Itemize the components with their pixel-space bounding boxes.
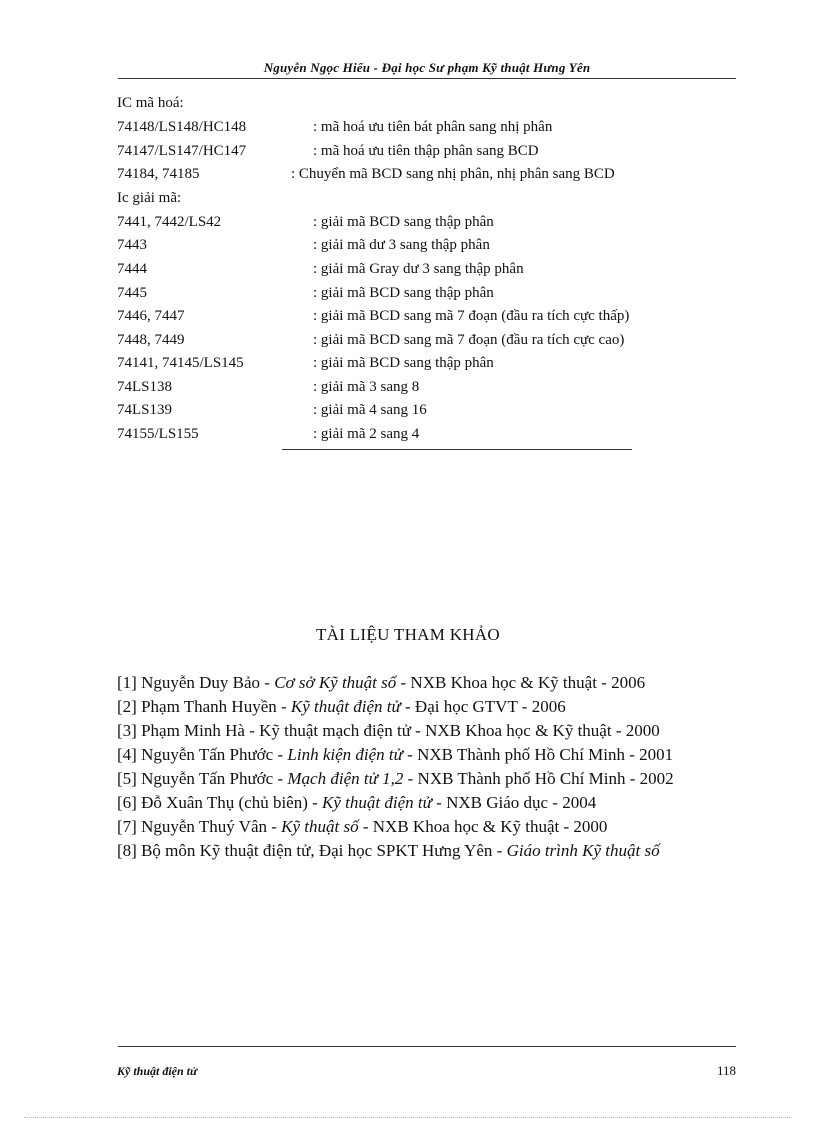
reference-item xyxy=(117,793,596,813)
ic-code: 74155/LS155 xyxy=(117,426,199,442)
ic-code: 74LS139 xyxy=(117,402,173,418)
section-rule xyxy=(282,449,632,450)
ic-desc: : giải mã BCD sang mã 7 đoạn (đầu ra tích cực cao) xyxy=(313,332,625,348)
ic-code: 74147/LS147/HC147 xyxy=(117,143,247,159)
ic-code: 74141, 74145/LS145 xyxy=(117,355,244,371)
reference-text: [2] Phạm Thanh Huyền - xyxy=(117,697,291,716)
ic-desc: : giải mã 3 sang 8 xyxy=(313,379,420,395)
references-title: TÀI LIỆU THAM KHẢO xyxy=(315,625,501,644)
ic-code: 7445 xyxy=(117,285,147,301)
reference-book-title: Kỹ thuật số xyxy=(281,817,359,836)
reference-item xyxy=(117,769,674,789)
ic-code: 7446, 7447 xyxy=(117,308,185,324)
footer-rule xyxy=(118,1046,736,1047)
reference-text: - NXB Giáo dục - 2004 xyxy=(431,793,597,812)
ic-desc: : giải mã 4 sang 16 xyxy=(313,402,427,418)
ic-code: Ic giải mã: xyxy=(117,190,182,206)
reference-text: - NXB Thành phố Hồ Chí Minh - 2002 xyxy=(403,769,674,788)
ic-line xyxy=(117,402,427,419)
ic-desc: : giải mã BCD sang mã 7 đoạn (đầu ra tích cực thấp) xyxy=(313,308,630,324)
ic-desc: : mã hoá ưu tiên bát phân sang nhị phân xyxy=(313,119,553,135)
reference-item xyxy=(117,697,566,717)
ic-desc: : giải mã BCD sang thập phân xyxy=(313,214,494,230)
reference-text: [1] Nguyễn Duy Bảo - xyxy=(117,673,275,692)
reference-text: - NXB Khoa học & Kỹ thuật - 2006 xyxy=(396,673,646,692)
ic-line xyxy=(117,119,553,136)
ic-code: 7448, 7449 xyxy=(117,332,185,348)
ic-line xyxy=(117,355,494,372)
ic-desc: : giải mã Gray dư 3 sang thập phân xyxy=(313,261,524,277)
ic-line xyxy=(117,214,494,231)
reference-text: [3] Phạm Minh Hà - Kỹ thuật mạch điện tử - NXB Khoa học & Kỹ thuật - 2000 xyxy=(117,721,660,740)
reference-book-title: Kỹ thuật điện tử xyxy=(322,793,432,812)
reference-text: - NXB Khoa học & Kỹ thuật - 2000 xyxy=(358,817,608,836)
ic-line xyxy=(117,95,184,112)
ic-code: 7444 xyxy=(117,261,147,277)
reference-text: [8] Bộ môn Kỹ thuật điện tử, Đại học SPKT Hưng Yên - xyxy=(117,841,507,860)
reference-text: - NXB Thành phố Hồ Chí Minh - 2001 xyxy=(402,745,674,764)
ic-code: 7441, 7442/LS42 xyxy=(117,214,222,230)
reference-book-title: Cơ sở Kỹ thuật số xyxy=(274,673,397,692)
reference-book-title: Giáo trình Kỹ thuật số xyxy=(506,841,660,860)
ic-line xyxy=(117,261,524,278)
reference-book-title: Kỹ thuật điện tử xyxy=(290,697,401,716)
ic-desc: : Chuyển mã BCD sang nhị phân, nhị phân sang BCD xyxy=(291,166,615,182)
reference-book-title: Mạch điện tử 1,2 xyxy=(287,769,404,788)
ic-code: 74LS138 xyxy=(117,379,173,395)
ic-line xyxy=(117,143,539,160)
page-edge-divider xyxy=(24,1117,792,1118)
header-text: Nguyễn Ngọc Hiếu - Đại học Sư phạm Kỹ thuật Hưng Yên xyxy=(263,60,591,75)
ic-line xyxy=(117,308,630,325)
ic-code: 74148/LS148/HC148 xyxy=(117,119,247,135)
ic-desc: : giải mã dư 3 sang thập phân xyxy=(313,237,490,253)
reference-item xyxy=(117,841,660,861)
reference-item xyxy=(117,817,607,837)
ic-desc: : mã hoá ưu tiên thập phân sang BCD xyxy=(313,143,539,159)
reference-item xyxy=(117,673,645,693)
ic-line xyxy=(117,237,490,254)
ic-code: IC mã hoá: xyxy=(117,95,184,111)
reference-text: [5] Nguyễn Tấn Phước - xyxy=(117,769,288,788)
footer-title: Kỹ thuật điện tử xyxy=(117,1064,198,1078)
reference-text: - Đại học GTVT - 2006 xyxy=(400,697,566,716)
ic-line xyxy=(117,285,494,302)
ic-desc: : giải mã 2 sang 4 xyxy=(313,426,420,442)
ic-line xyxy=(117,332,625,349)
ic-line xyxy=(117,379,420,396)
reference-item xyxy=(117,745,673,765)
ic-line xyxy=(117,166,615,183)
ic-line xyxy=(117,190,181,207)
ic-line xyxy=(117,426,420,443)
reference-book-title: Linh kiện điện tử xyxy=(287,745,403,764)
header-rule xyxy=(118,78,736,79)
reference-text: [6] Đỗ Xuân Thụ (chủ biên) - xyxy=(117,793,323,812)
ic-code: 74184, 74185 xyxy=(117,166,200,182)
reference-item xyxy=(117,721,660,741)
ic-desc: : giải mã BCD sang thập phân xyxy=(313,285,494,301)
reference-text: [4] Nguyễn Tấn Phước - xyxy=(117,745,288,764)
ic-desc: : giải mã BCD sang thập phân xyxy=(313,355,494,371)
page-number: 118 xyxy=(716,1063,736,1078)
ic-code: 7443 xyxy=(117,237,147,253)
reference-text: [7] Nguyễn Thuý Vân - xyxy=(117,817,282,836)
